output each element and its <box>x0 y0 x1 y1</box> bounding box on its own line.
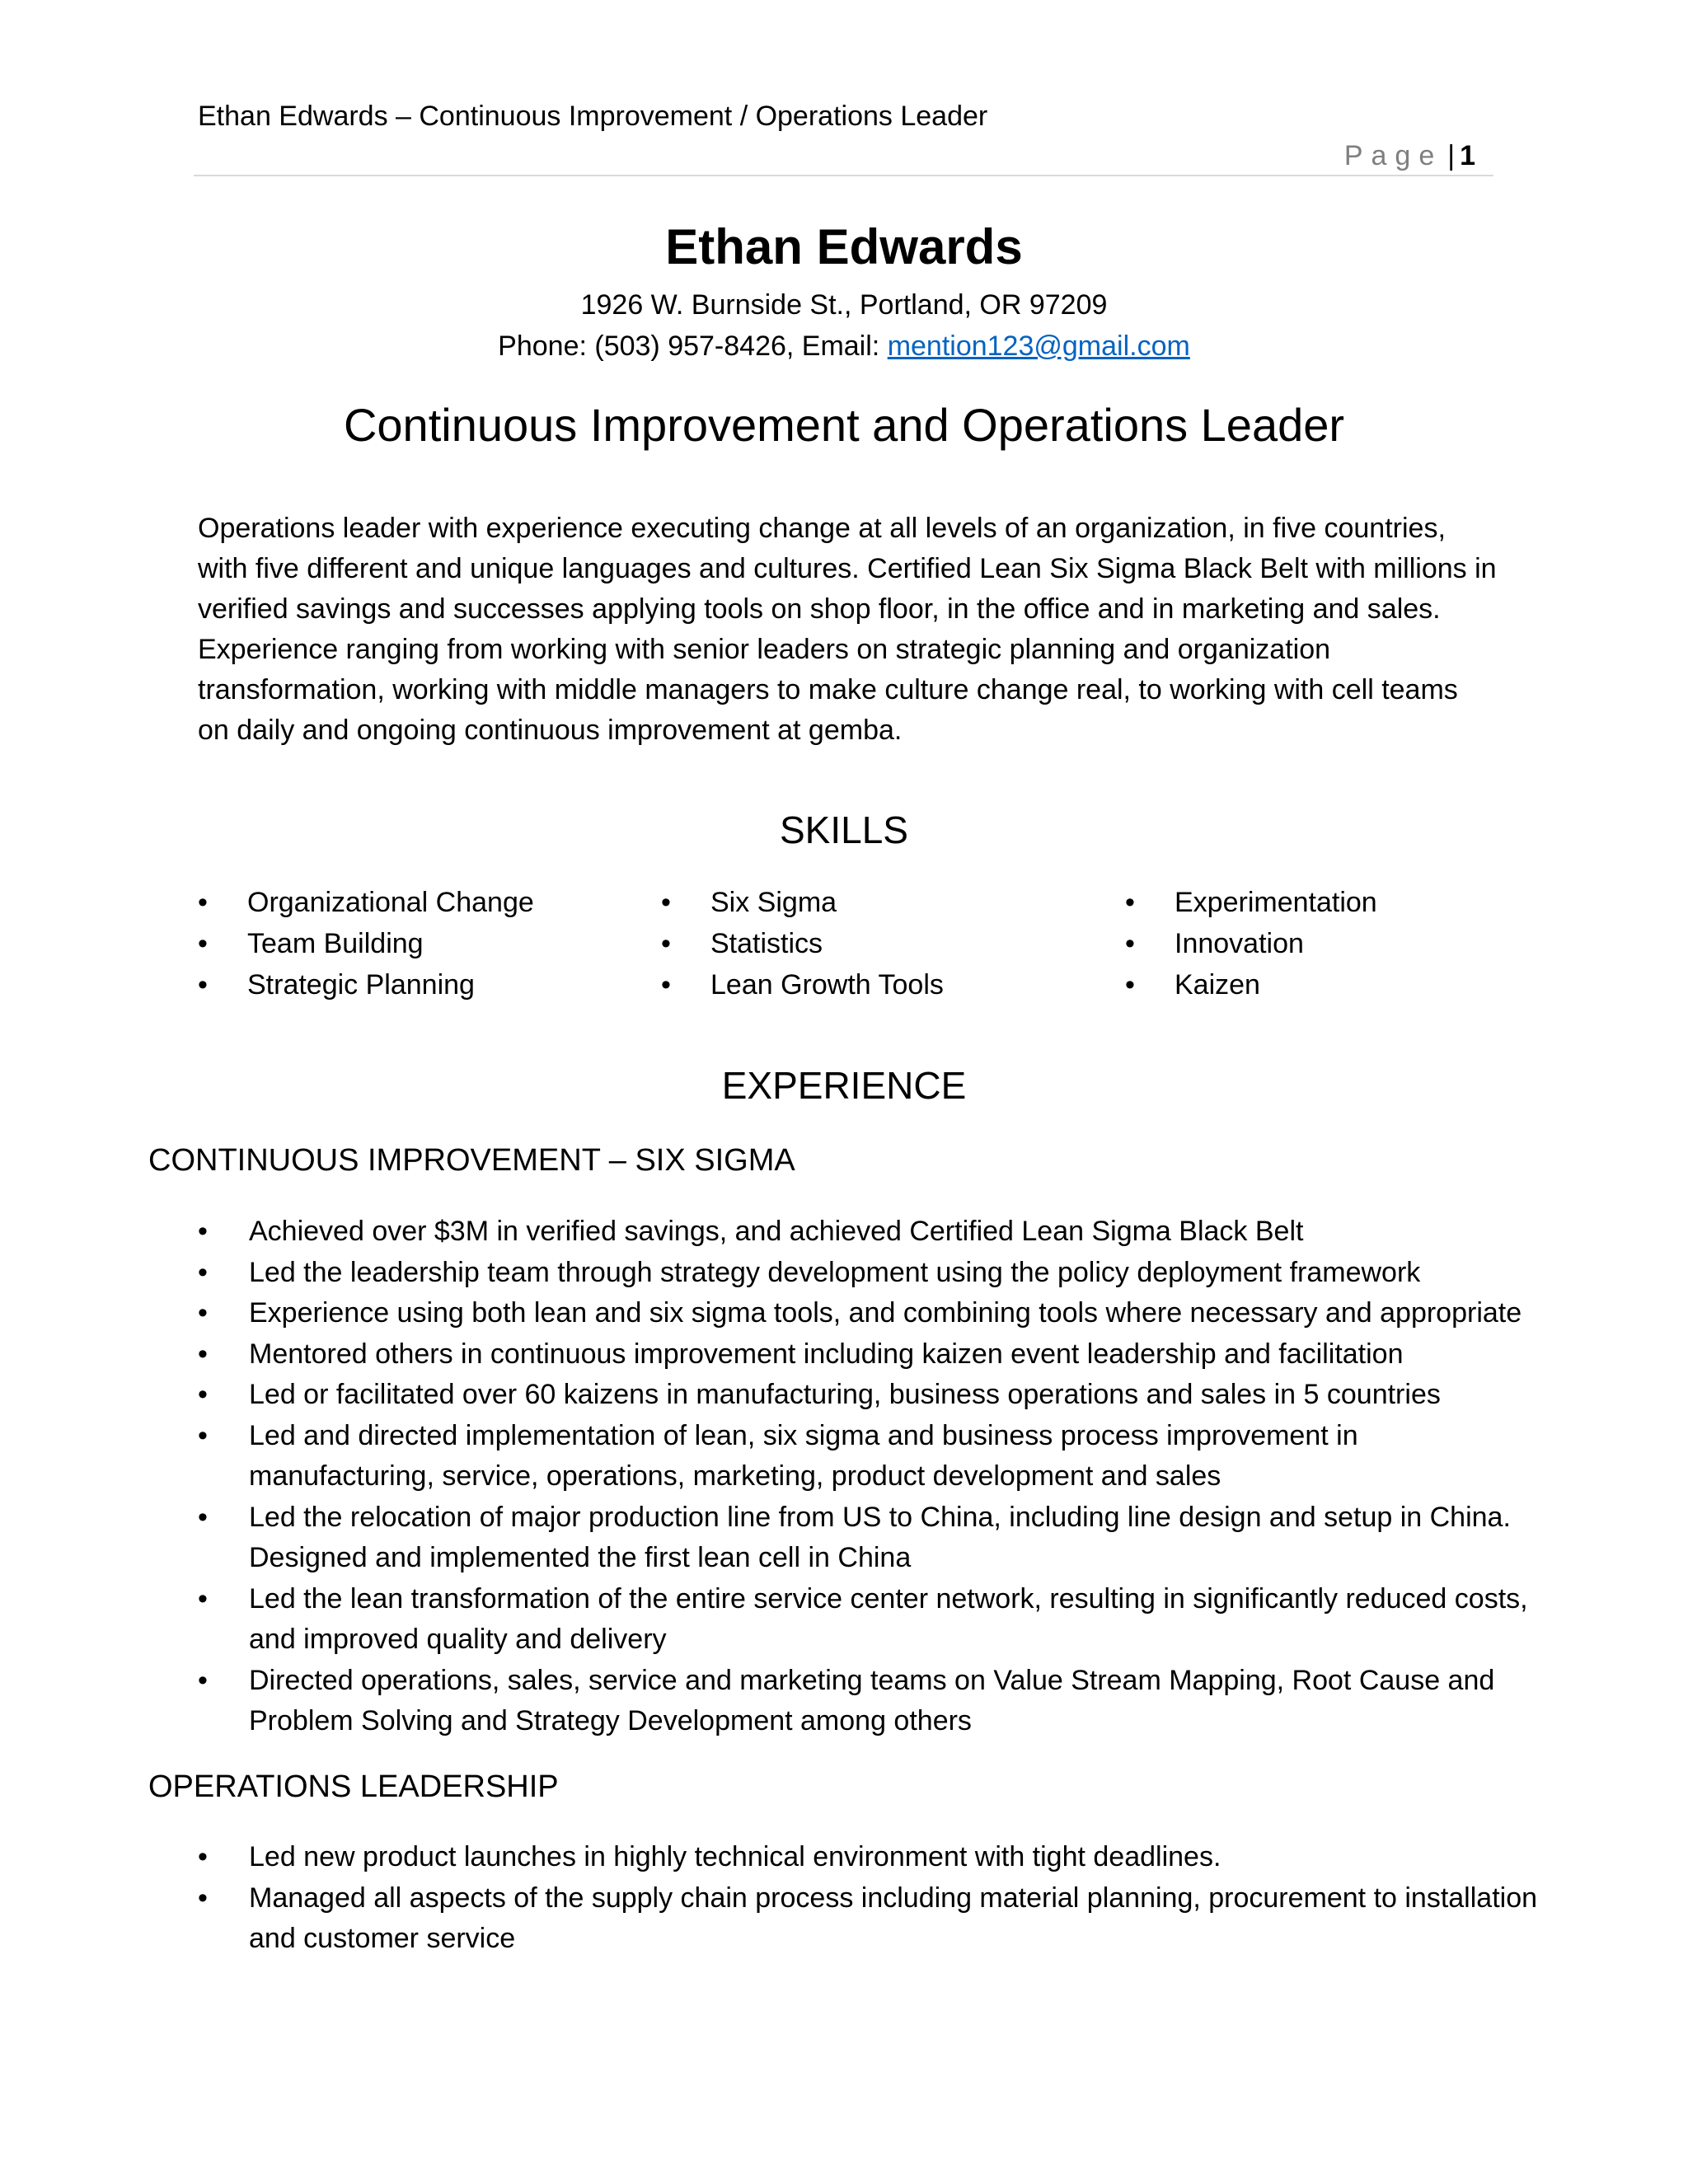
skills-heading: SKILLS <box>780 808 908 851</box>
skill-item <box>661 882 944 923</box>
bullet-icon: • <box>198 1379 208 1410</box>
skill-item <box>1125 882 1377 923</box>
bullet-icon: • <box>198 1297 208 1329</box>
summary-line: on daily and ongoing continuous improvement at gemba. <box>198 715 903 746</box>
list-item-text: and improved quality and delivery <box>249 1624 667 1655</box>
list-item-text: Directed operations, sales, service and marketing teams on Value Stream Mapping, Root Cause and <box>249 1664 1495 1696</box>
list-item-text: Led the lean transformation of the entire service center network, resulting in significantly reduced costs, <box>249 1582 1528 1615</box>
skills-column-3 <box>1125 882 1377 1005</box>
phone-email-line <box>0 326 1688 366</box>
bullet-icon: • <box>198 1338 208 1370</box>
page-label: Page <box>1343 140 1443 171</box>
bullet-icon: • <box>198 1501 208 1533</box>
bullet-icon: • <box>1125 887 1135 918</box>
bullet-icon: • <box>661 928 671 959</box>
skill-label: Team Building <box>247 928 424 959</box>
summary-line: transformation, working with middle managers to make culture change real, to working with cell teams <box>198 674 1458 705</box>
bullet-icon: • <box>198 887 208 918</box>
list-item-text: Problem Solving and Strategy Development among others <box>249 1705 972 1736</box>
page-separator: | <box>1447 140 1456 171</box>
experience-subheading-continuous-improvement: CONTINUOUS IMPROVEMENT – SIX SIGMA <box>148 1143 795 1178</box>
list-item-text: Led the leadership team through strategy development using the policy deployment framework <box>249 1256 1421 1288</box>
continuous-improvement-list <box>198 1212 1550 1742</box>
list-item <box>198 1293 1550 1334</box>
list-item-text: Led the relocation of major production line from US to China, including line design and setup in China. <box>249 1501 1511 1533</box>
list-item-text: Mentored others in continuous improvement including kaizen event leadership and facilitation <box>249 1338 1404 1370</box>
phone-text: Phone: (503) 957-8426, Email: <box>498 330 888 362</box>
skill-label: Six Sigma <box>710 887 837 918</box>
resume-title: Continuous Improvement and Operations Leader <box>343 399 1345 451</box>
summary-line: Operations leader with experience executing change at all levels of an organization, in five countries, <box>198 513 1446 544</box>
list-item-text: Designed and implemented the first lean cell in China <box>249 1542 912 1573</box>
bullet-icon: • <box>1125 928 1135 959</box>
list-item <box>198 1661 1550 1742</box>
page-number: 1 <box>1460 140 1475 171</box>
list-item-text: and customer service <box>249 1923 516 1954</box>
header-divider <box>194 175 1493 176</box>
list-item <box>198 1837 1550 1878</box>
summary-paragraph <box>198 509 1517 751</box>
address: 1926 W. Burnside St., Portland, OR 97209 <box>580 289 1108 321</box>
list-item-text: Managed all aspects of the supply chain process including material planning, procurement to installation <box>249 1882 1538 1914</box>
skill-item <box>661 923 944 964</box>
list-item-text: Led or facilitated over 60 kaizens in manufacturing, business operations and sales in 5 countries <box>249 1379 1441 1410</box>
bullet-icon: • <box>198 928 208 959</box>
skill-item <box>1125 923 1377 964</box>
list-item <box>198 1878 1550 1960</box>
list-item <box>198 1334 1550 1376</box>
summary-line: Experience ranging from working with senior leaders on strategic planning and organization <box>198 634 1331 665</box>
page-number-indicator <box>1344 138 1475 173</box>
running-header-title: Ethan Edwards – Continuous Improvement / Operations Leader <box>198 101 988 132</box>
list-item <box>198 1416 1550 1497</box>
candidate-name: Ethan Edwards <box>665 219 1023 274</box>
skill-item <box>198 923 534 964</box>
summary-line: with five different and unique languages and cultures. Certified Lean Six Sigma Black Belt with millions in <box>198 553 1497 584</box>
skill-label: Kaizen <box>1175 969 1260 1001</box>
experience-subheading-operations-leadership: OPERATIONS LEADERSHIP <box>148 1769 559 1804</box>
email-link[interactable]: mention123@gmail.com <box>887 330 1190 362</box>
list-item-text: Led and directed implementation of lean, six sigma and business process improvement in <box>249 1419 1358 1451</box>
bullet-icon: • <box>198 1841 208 1872</box>
bullet-icon: • <box>198 1419 208 1451</box>
bullet-icon: • <box>198 969 208 1001</box>
bullet-icon: • <box>661 969 671 1001</box>
skill-label: Organizational Change <box>247 887 534 918</box>
skill-label: Statistics <box>710 928 823 959</box>
skill-item <box>1125 964 1377 1005</box>
bullet-icon: • <box>198 1256 208 1288</box>
summary-line: verified savings and successes applying tools on shop floor, in the office and in marketing and sales. <box>198 593 1441 625</box>
list-item-text: Achieved over $3M in verified savings, and achieved Certified Lean Sigma Black Belt <box>249 1216 1304 1247</box>
operations-leadership-list <box>198 1837 1550 1960</box>
list-item <box>198 1212 1550 1253</box>
bullet-icon: • <box>198 1664 208 1696</box>
bullet-icon: • <box>198 1216 208 1247</box>
list-item-text: Experience using both lean and six sigma tools, and combining tools where necessary and appropriate <box>249 1297 1522 1329</box>
skill-label: Experimentation <box>1175 887 1377 918</box>
skill-label: Strategic Planning <box>247 969 475 1001</box>
skills-column-1 <box>198 882 534 1005</box>
list-item-text: manufacturing, service, operations, marketing, product development and sales <box>249 1460 1221 1492</box>
skills-column-2 <box>661 882 944 1005</box>
skill-item <box>661 964 944 1005</box>
skill-item <box>198 882 534 923</box>
bullet-icon: • <box>198 1582 208 1615</box>
skill-label: Innovation <box>1175 928 1304 959</box>
bullet-icon: • <box>1125 969 1135 1001</box>
experience-heading: EXPERIENCE <box>721 1064 967 1107</box>
skill-label: Lean Growth Tools <box>710 969 944 1001</box>
skill-item <box>198 964 534 1005</box>
list-item <box>198 1497 1550 1579</box>
list-item <box>198 1579 1550 1661</box>
list-item <box>198 1375 1550 1416</box>
bullet-icon: • <box>661 887 671 918</box>
bullet-icon: • <box>198 1882 208 1914</box>
list-item-text: Led new product launches in highly technical environment with tight deadlines. <box>249 1841 1221 1872</box>
list-item <box>198 1253 1550 1294</box>
